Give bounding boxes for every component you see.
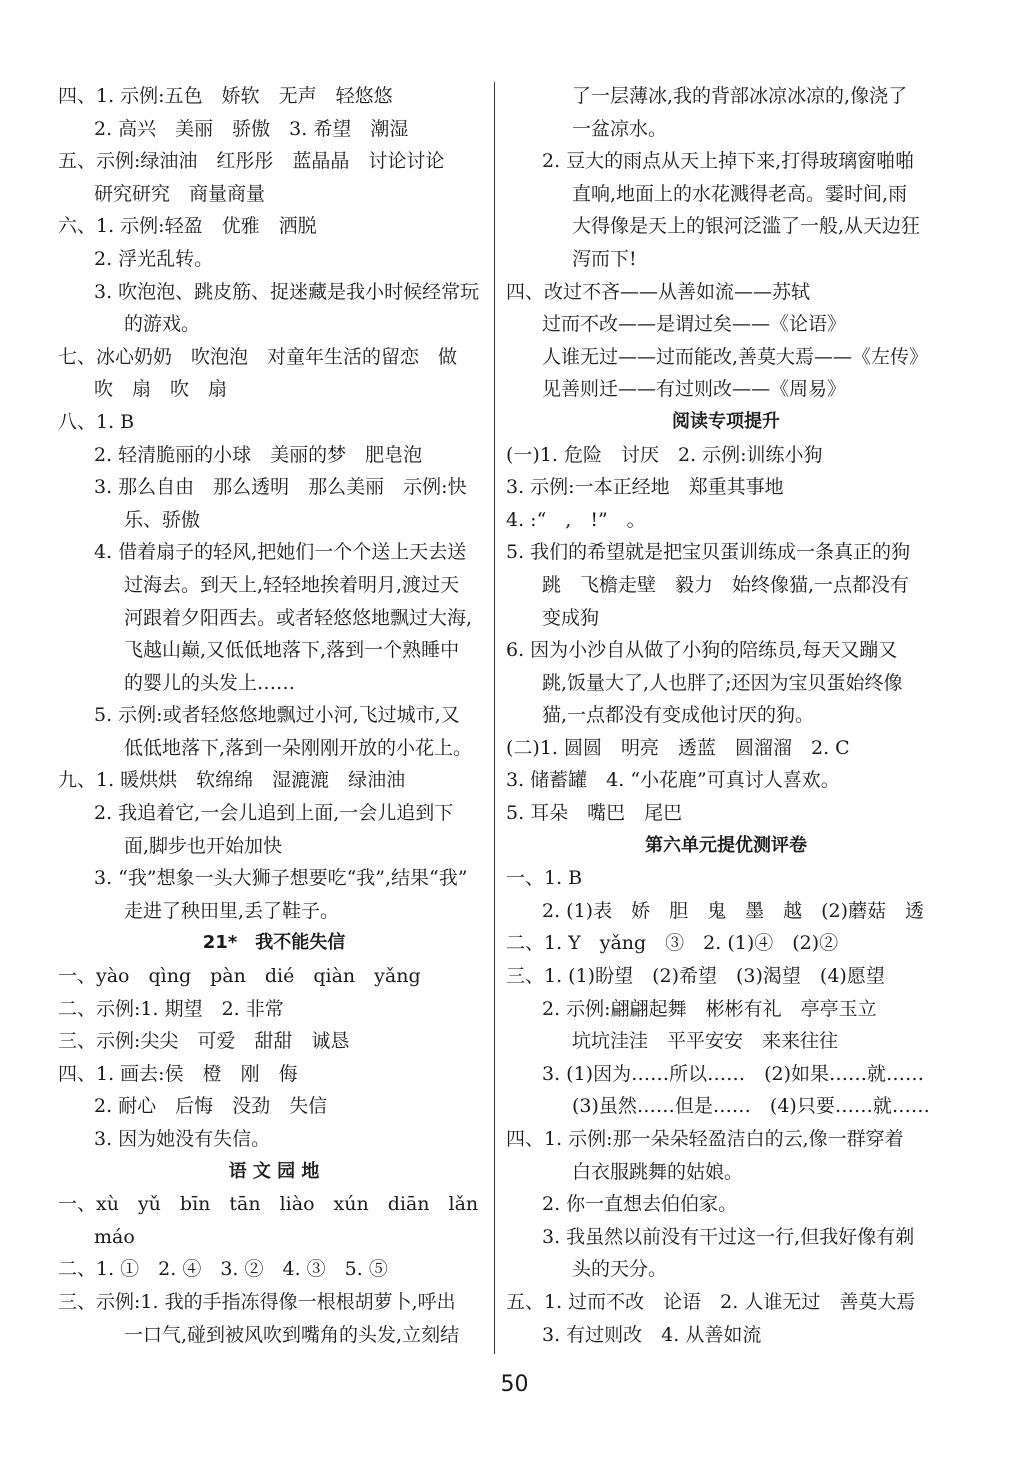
answer-line: 5. 耳朵 嘴巴 尾巴	[506, 802, 683, 825]
answer-line: 三、1. (1)盼望 (2)希望 (3)渴望 (4)愿望	[506, 965, 885, 988]
answer-line: 研究研究 商量商量	[94, 182, 266, 205]
answer-line: 2. 耐心 后悔 没劲 失信	[94, 1095, 328, 1118]
answer-line: 过而不改——是谓过矣——《论语》	[542, 313, 847, 336]
answer-line: 四、1. 画去:侯 橙 刚 侮	[58, 1062, 298, 1085]
answer-line: 二、1. Y yǎng ③ 2. (1)④ (2)②	[506, 932, 839, 955]
answer-line: 2. 你一直想去伯伯家。	[542, 1193, 738, 1216]
answer-line: 2. (1)表 娇 胆 鬼 墨 越 (2)蘑菇 透	[542, 899, 924, 922]
right-column	[506, 80, 946, 1351]
answer-line: 4. 借着扇子的轻风,把她们一个个送上天去送	[94, 541, 467, 564]
answer-line: 2. 示例:翩翩起舞 彬彬有礼 亭亭玉立	[542, 997, 877, 1020]
answer-line: 河跟着夕阳西去。或者轻悠悠地飘过大海,	[124, 606, 473, 629]
column-divider	[494, 82, 495, 1354]
answer-line: 2. 豆大的雨点从天上掉下来,打得玻璃窗啪啪	[542, 150, 915, 173]
answer-line: 九、1. 暖烘烘 软绵绵 湿漉漉 绿油油	[58, 769, 406, 792]
answer-line: 七、冰心奶奶 吹泡泡 对童年生活的留恋 做	[58, 345, 458, 368]
answer-line: 五、1. 过而不改 论语 2. 人谁无过 善莫大焉	[506, 1290, 916, 1313]
section-heading: 21* 我不能失信	[202, 932, 346, 954]
answer-line: 猫,一点都没有变成他讨厌的狗。	[542, 704, 815, 727]
answer-line: 2. 轻清脆丽的小球 美丽的梦 肥皂泡	[94, 443, 423, 466]
answer-line: 二、示例:1. 期望 2. 非常	[58, 997, 284, 1020]
answer-line: 一、xù yǔ bīn tān liào xún diān lǎn	[58, 1193, 479, 1216]
answer-line: 六、1. 示例:轻盈 优雅 洒脱	[58, 215, 317, 238]
answer-line: 飞越山巅,又低低地落下,落到一个熟睡中	[124, 639, 460, 662]
answer-line: 坑坑洼洼 平平安安 来来往往	[572, 1030, 839, 1053]
answer-line: 白衣服跳舞的姑娘。	[572, 1160, 744, 1183]
answer-line: 5. 示例:或者轻悠悠地飘过小河,飞过城市,又	[94, 704, 460, 727]
answer-line: 的婴儿的头发上……	[124, 671, 296, 694]
answer-line: (一)1. 危险 讨厌 2. 示例:训练小狗	[506, 443, 823, 466]
answer-line: 3. 因为她没有失信。	[94, 1128, 271, 1150]
answer-line: 四、1. 示例:五色 娇软 无声 轻悠悠	[58, 85, 393, 107]
answer-line: 了一层薄冰,我的背部冰凉冰凉的,像浇了	[572, 85, 908, 107]
answer-line: 人谁无过——过而能改,善莫大焉——《左传》	[542, 345, 929, 368]
answer-line: 二、1. ① 2. ④ 3. ② 4. ③ 5. ⑤	[58, 1258, 388, 1281]
answer-line: 直响,地面上的水花溅得老高。霎时间,雨	[572, 182, 908, 205]
answer-line: 3. 储蓄罐 4. “小花鹿”可真讨人喜欢。	[506, 769, 840, 792]
answer-line: (二)1. 圆圆 明亮 透蓝 圆溜溜 2. C	[506, 736, 850, 759]
answer-line: 吹 扇 吹 扇	[94, 378, 228, 401]
answer-line: 大得像是天上的银河泛滥了一般,从天边狂	[572, 215, 921, 238]
answer-line: 走进了秧田里,丢了鞋子。	[124, 899, 340, 922]
answer-line: 2. 我追着它,一会儿追到上面,一会儿追到下	[94, 802, 454, 825]
answer-line: 6. 因为小沙自从做了小狗的陪练员,每天又蹦又	[506, 639, 898, 662]
answer-line: 2. 浮光乱转。	[94, 247, 214, 270]
answer-line: 3. 示例:一本正经地 郑重其事地	[506, 476, 784, 499]
section-heading: 阅读专项提升	[672, 410, 780, 432]
answer-line: 一、yào qìng pàn dié qiàn yǎng	[58, 965, 421, 988]
answer-line: 面,脚步也开始加快	[124, 834, 283, 857]
answer-line: 见善则迁——有过则改——《周易》	[542, 378, 847, 401]
answer-line: 五、示例:绿油油 红彤彤 蓝晶晶 讨论讨论	[58, 150, 445, 173]
answer-line: 一口气,碰到被风吹到嘴角的头发,立刻结	[124, 1323, 460, 1346]
answer-line: (3)虽然……但是…… (4)只要……就……	[572, 1095, 930, 1118]
answer-line: 四、1. 示例:那一朵朵轻盈洁白的云,像一群穿着	[506, 1128, 904, 1150]
answer-line: 头的天分。	[572, 1258, 668, 1281]
answer-line: 三、示例:1. 我的手指冻得像一根根胡萝卜,呼出	[58, 1290, 456, 1313]
answer-line: 3. 有过则改 4. 从善如流	[542, 1323, 762, 1346]
answer-line: 5. 我们的希望就是把宝贝蛋训练成一条真正的狗	[506, 541, 911, 564]
answer-line: 变成狗	[542, 606, 600, 629]
answer-line: 4. :“ , !” 。	[506, 508, 646, 531]
answer-line: 3. 那么自由 那么透明 那么美丽 示例:快	[94, 476, 467, 499]
answer-line: 泻而下!	[572, 247, 637, 270]
answer-line: 3. “我”想象一头大狮子想要吃“我”,结果“我”	[94, 867, 468, 890]
section-heading: 第六单元提优测评卷	[645, 834, 807, 856]
answer-line: 一盆凉水。	[572, 117, 668, 140]
answer-line: 乐、骄傲	[124, 508, 201, 531]
section-heading: 语 文 园 地	[228, 1160, 320, 1182]
left-column	[58, 80, 490, 1351]
answer-line: 的游戏。	[124, 313, 201, 336]
answer-line: 低低地落下,落到一朵刚刚开放的小花上。	[124, 736, 473, 759]
answer-line: 过海去。到天上,轻轻地挨着明月,渡过天	[124, 573, 460, 596]
answer-line: 一、1. B	[506, 867, 583, 890]
answer-line: 四、改过不吝——从善如流——苏轼	[506, 280, 811, 303]
answer-line: 2. 高兴 美丽 骄傲 3. 希望 潮湿	[94, 117, 409, 140]
page-number: 50	[500, 1372, 529, 1397]
answer-line: 八、1. B	[58, 410, 135, 433]
answer-line: 3. 吹泡泡、跳皮筋、捉迷藏是我小时候经常玩	[94, 280, 480, 303]
answer-line: 跳 飞檐走壁 毅力 始终像猫,一点都没有	[542, 573, 910, 596]
answer-line: 3. (1)因为……所以…… (2)如果……就……	[542, 1062, 924, 1085]
answer-line: 3. 我虽然以前没有干过这一行,但我好像有剃	[542, 1225, 915, 1248]
answer-line: máo	[94, 1225, 135, 1248]
answer-line: 三、示例:尖尖 可爱 甜甜 诚恳	[58, 1030, 350, 1053]
answer-line: 跳,饭量大了,人也胖了;还因为宝贝蛋始终像	[542, 671, 903, 694]
